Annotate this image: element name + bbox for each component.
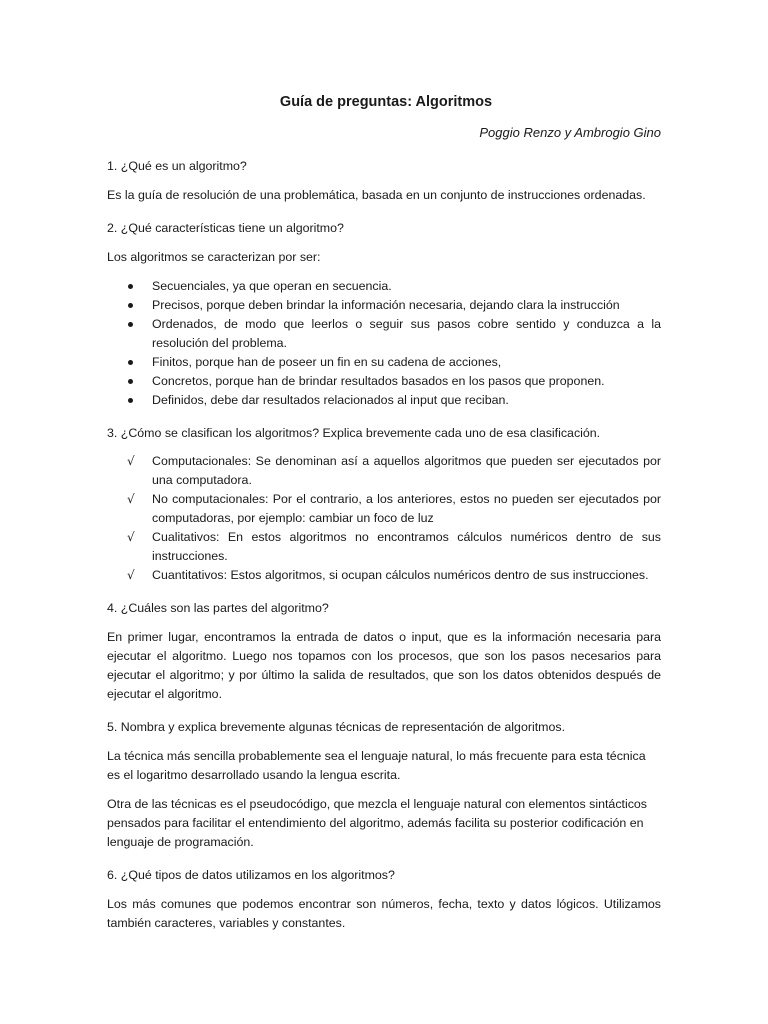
check-icon: √ — [127, 492, 135, 506]
document-authors: Poggio Renzo y Ambrogio Gino — [479, 125, 661, 140]
bullet-icon — [128, 322, 133, 327]
check-icon: √ — [127, 454, 135, 468]
list-item: √ Computacionales: Se denominan así a aquellos algoritmos que pueden ser ejecutados por una computadora. — [127, 454, 661, 487]
classification-list — [107, 452, 661, 585]
question-6: 6. ¿Qué tipos de datos utilizamos en los algoritmos? — [107, 868, 395, 882]
answer-2-intro: Los algoritmos se caracterizan por ser: — [107, 250, 321, 264]
characteristics-list — [107, 277, 661, 410]
question-5: 5. Nombra y explica brevemente algunas técnicas de representación de algoritmos. — [107, 720, 566, 734]
bullet-icon — [128, 379, 133, 384]
list-item: Finitos, porque han de poseer un fin en su cadena de acciones, — [107, 353, 661, 372]
bullet-icon — [128, 284, 133, 289]
answer-4: En primer lugar, encontramos la entrada de datos o input, que es la información necesaria para ejecutar el algoritmo. Luego nos topamos con los procesos, que son los pasos necesarios para ejecutar el algoritmo; y por último la salida de resultados, que son los datos obtenidos después de ejecutar el algoritmo. — [107, 630, 661, 701]
question-1: 1. ¿Qué es un algoritmo? — [107, 159, 247, 173]
check-icon: √ — [127, 568, 135, 582]
answer-1: Es la guía de resolución de una problemática, basada en un conjunto de instrucciones ordenadas. — [107, 188, 646, 202]
list-item: √ No computacionales: Por el contrario, a los anteriores, estos no pueden ser ejecutados por computadoras, por ejemplo: cambiar un foco de luz — [127, 492, 661, 525]
list-item: Precisos, porque deben brindar la información necesaria, dejando clara la instrucción — [107, 296, 661, 315]
list-item: √ Cuantitativos: Estos algoritmos, si ocupan cálculos numéricos dentro de sus instrucciones. — [107, 566, 661, 585]
question-2: 2. ¿Qué características tiene un algoritmo? — [107, 221, 344, 235]
list-item: Ordenados, de modo que leerlos o seguir sus pasos cobre sentido y conduzca a la resolución del problema. — [107, 315, 661, 353]
list-item: Secuenciales, ya que operan en secuencia. — [107, 277, 661, 296]
bullet-icon — [128, 360, 133, 365]
answer-5-paragraph-1: La técnica más sencilla probablemente sea el lenguaje natural, lo más frecuente para esta técnica es el logaritmo desarrollado usando la lengua escrita. — [107, 749, 646, 782]
list-item: Definidos, debe dar resultados relacionados al input que reciban. — [107, 391, 661, 410]
bullet-icon — [128, 398, 133, 403]
answer-5-paragraph-2: Otra de las técnicas es el pseudocódigo, que mezcla el lenguaje natural con elementos sintácticos pensados para facilitar el entendimiento del algoritmo, además facilita su posterior codificación en lenguaje de programación. — [107, 797, 647, 849]
check-icon: √ — [127, 530, 135, 544]
question-4: 4. ¿Cuáles son las partes del algoritmo? — [107, 601, 329, 615]
list-item: Concretos, porque han de brindar resultados basados en los pasos que proponen. — [107, 372, 661, 391]
list-item: √ Cualitativos: En estos algoritmos no encontramos cálculos numéricos dentro de sus instrucciones. — [127, 530, 661, 563]
document-title: Guía de preguntas: Algoritmos — [279, 94, 493, 110]
answer-6: Los más comunes que podemos encontrar son números, fecha, texto y datos lógicos. Utilizamos también caracteres, variables y constantes. — [107, 897, 661, 930]
question-3: 3. ¿Cómo se clasifican los algoritmos? Explica brevemente cada uno de esa clasificación. — [107, 426, 601, 440]
bullet-icon — [128, 303, 133, 308]
document-content — [107, 90, 661, 933]
